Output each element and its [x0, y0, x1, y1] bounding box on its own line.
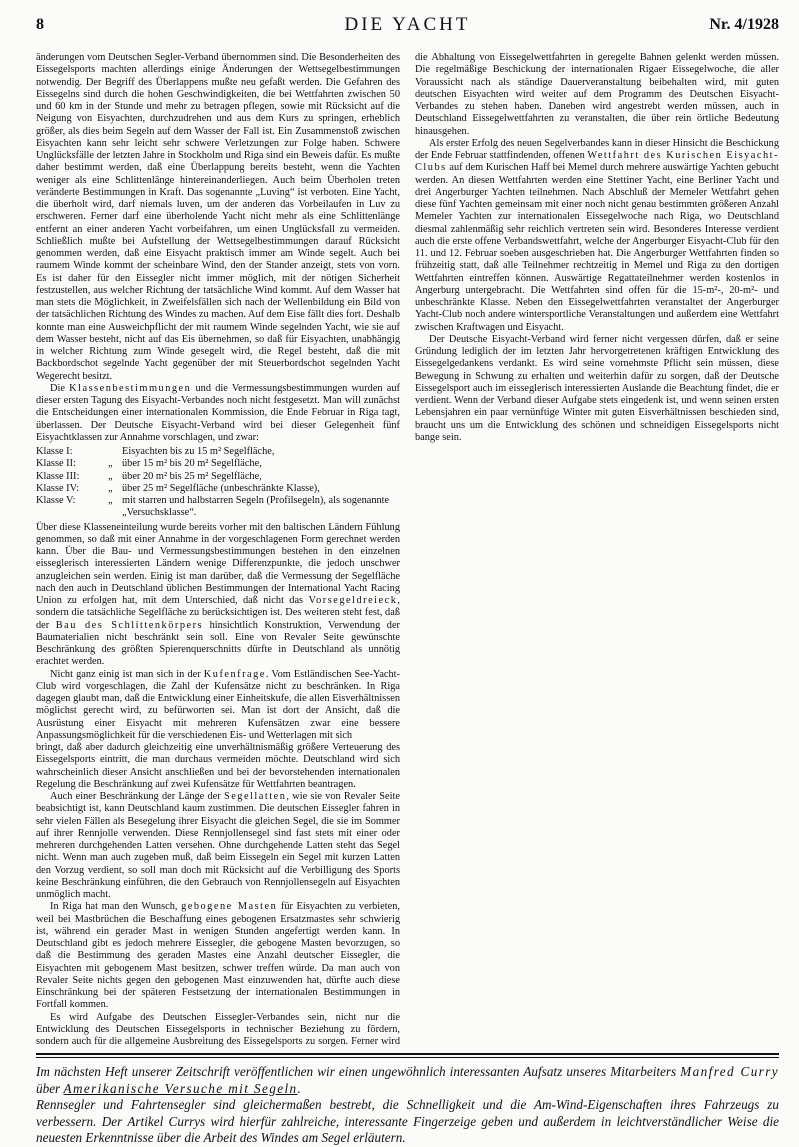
article-body: [36, 52, 779, 1052]
class-label: Klasse I:: [36, 446, 73, 457]
class-label: Klasse V:: [36, 495, 76, 506]
author-name: Manfred Curry: [680, 1064, 780, 1079]
issue-number: Nr. 4/1928: [709, 16, 779, 33]
paragraph: [415, 138, 779, 334]
journal-title: DIE YACHT: [344, 14, 471, 35]
spaced-term: Segellatten: [223, 791, 287, 802]
text-run: hinsichtlich Konstruktion, Verwendung der Baumaterialien nicht beschränkt sein soll. Eine von Revaler Seite gewünschte Beschränkung des größten Spierenquerschnitts dürfte in Deutschland als unnötig erachtet werden.: [36, 619, 400, 668]
text-run: Über diese Klasseneinteilung wurde bereits vorher mit den baltischen Ländern Fühlung genommen, so daß mit einer Annahme in der vorgeschlagenen Form gerechnet werden kann. Über die Bau- und Vermessungsbestimmungen bestehen in den einzelnen eisseglerisch interessierten Ländern wenige Differenzpunkte, die jedoch unschwer anzugleichen sein werden. Einig ist man darüber, daß die Vermessung der Segelfläche nach den auch in Deutschland üblichen Bestimmungen der International Yacht Racing Union zu erfolgen hat, mit dem Unterschied, daß nicht das: [36, 521, 400, 606]
text-run: .: [297, 1080, 301, 1096]
class-label: Klasse IV:: [36, 482, 80, 494]
class-label: Klasse III:: [36, 470, 80, 482]
class-row: [36, 458, 400, 470]
text-run: Im nächsten Heft unserer Zeitschrift veröffentlichen wir einen ungewöhnlich interessanten Aufsatz unseres Mitarbeiters: [36, 1064, 681, 1079]
page-header: [36, 14, 779, 38]
paragraph: bringt, daß aber dadurch gleichzeitig eine unverhältnismäßig größere Verteuerung des Eissegelsports eintritt, die man durchaus vermeiden möchte. Deutschland wird sich wahrscheinlich dieser Ansicht anschließen und bei der bevorstehenden internationalen Regelung die Beschränkung auf zwei Kufensätze für Wettfahrten beantragen.: [36, 742, 400, 790]
text-run: und die Vermessungsbestimmungen wurden auf dieser ersten Tagung des Eisyacht-Verbandes noch nicht festgesetzt. Man will zunächst die Entscheidungen einer internationalen Kommission, die Ende Februar in Riga tagt, überlassen. Der Deutsche Eisyacht-Verband wird bei dieser Gelegenheit fünf Eisyachtklassen zur Annahme vorschlagen, und zwar:: [36, 382, 400, 443]
text-run: über: [36, 1080, 64, 1096]
notice-paragraph: Rennsegler und Fahrtensegler sind gleichermaßen bestrebt, die Schnelligkeit und die Am-Wind-Eigenschaften ihres Fahrzeugs zu verbessern. Der Artikel Currys wird hierfür zahlreiche, interessante Fingerzeige geben und außerdem in leichtverständlicher Weise die neuesten Erkenntnisse über die Arbeit des Windes am Segel erläutern.: [36, 1097, 779, 1145]
class-label: Klasse II:: [36, 458, 76, 470]
spaced-term: Wettfahrt des Kurischen Eisyacht-Clubs: [415, 150, 779, 174]
text-run: Als erster Erfolg des neuen Segelverbandes kann in dieser Hinsicht die Beschickung der Ende Februar stattfindenden, offenen: [415, 137, 779, 161]
paragraph: Es wird Aufgabe des Deutschen Eissegler-Verbandes sein, nicht nur die Entwicklung des Deutschen Eissegelsports in technischer Beziehung zu fördern, sondern auch für die allgemeine Ausbreitung des Eissegelsports zu sorgen. Ferner wird die Abhaltung von Eissegelwettfahrten in geregelte Bahnen gelenkt werden müssen. Die regelmäßige Beschickung der internationalen Rigaer Eissegelwoche, die aller Voraussicht nach als ständige Dauerveranstaltung beibehalten wird, mit guten deutschen Eisyachten wird weiter auf dem Programm des Deutschen Eisyacht-Verbandes zu stehen haben. Daneben wird angestrebt werden müssen, auch in Deutschland Eissegelwettfahrten zu veranstalten, die über rein örtliche Bedeutung hinausgehen.: [36, 52, 779, 1047]
paragraph: [36, 791, 400, 901]
ditto-mark: „: [108, 495, 113, 506]
class-description: über 25 m² Segelfläche (unbeschränkte Klasse),: [122, 482, 320, 494]
class-row: [36, 446, 400, 458]
spaced-term: Kufenfrage: [203, 668, 266, 680]
class-description: über 15 m² bis 20 m² Segelfläche,: [122, 458, 262, 470]
double-rule: [36, 1053, 779, 1058]
paragraph: [36, 669, 400, 743]
ditto-mark: „: [108, 470, 113, 482]
class-list: [36, 446, 400, 520]
article-topic: Amerikanische Versuche mit Segeln: [63, 1080, 298, 1096]
text-run: Nicht ganz einig ist man sich in der: [50, 668, 204, 680]
class-row: [36, 495, 400, 520]
paragraph: Der Deutsche Eisyacht-Verband wird ferner nicht vergessen dürfen, daß er seine Gründung lediglich der im letzten Jahr hervorgetretenen kräftigen Entwicklung des Eissegelgedankens verdankt. Es wird seine vornehmste Pflicht sein müssen, diese Bewegung in Schwung zu erhalten und weiterhin dafür zu sorgen, daß der Deutsche Eissegelsport auch im eisseglerisch interessierten Auslande die Beachtung findet, die er verdient. Wenn der Verband dieser Aufgabe stets eingedenk ist, und wenn seinen ersten Lebensjahren ein paar vernünftige Winter mit guten Eisverhältnissen beschieden sind, braucht uns um die Entwicklung des schönen und schneidigen Eissegelsports nicht bange sein.: [415, 333, 779, 443]
text-run: für Eisyachten zu verbieten, weil bei Mastbrüchen die Beschaffung eines gebogenen Ersatzmastes sehr schwierig ist, während ein gerader Mast in wenigen Stunden angefertigt werden kann. In Deutschland gibt es jedoch mehrere Eissegler, die gebogene Masten bevorzugen, so daß die Bestimmung des geraden Mastes eine Anzahl deutscher Eissegler, die Eisyachten mit gebogenem Mast besitzen, schwer treffen würde. Da man auch von Revaler Seite nichts gegen den gebogenen Mast einzuwenden hat, dürfte auch diese Einschränkung bei der späteren Festsetzung der internationalen Bestimmungen in Fortfall kommen.: [36, 901, 400, 1011]
paragraph: änderungen vom Deutschen Segler-Verband übernommen sind. Die Besonderheiten des Eissegelsports machten allerdings einige Änderungen der Wettsegelbestimmungen notwendig. Der Begriff des Überlappens mußte neu gefaßt werden. Die Gefahren des Eissegelns sind durch die hohen Geschwindigkeiten, die bei Wettfahrten zwischen 50 und 60 km in der Stunde und mehr zu betragen pflegen, sowie mit Rücksicht auf die Neigung von Eisyachten, durchzudrehen und aus dem Kurs zu springen, erheblich größer, als dies beim Segeln auf dem Wasser der Fall ist. Ein Zusammenstoß zwischen Eisyachten kann sehr leicht sehr schwere Verletzungen zur Folge haben. Schwere Unglücksfälle der letzten Jahre in Stockholm und Riga sind ein Beweis dafür. Es mußte daher bestimmt werden, daß eine Überlappung bereits besteht, wenn die Yachten weniger als eine Schlittenlänge hintereinanderliegen. Auch beim Überholen treten veränderte Bestimmungen in Kraft. Das sogenannte „Luving“ ist verboten. Eine Yacht, die überholt wird, darf niemals luven, um der anderen das Vorbeilaufen in Luv zu erschweren. Ferner darf eine überholende Yacht nicht mehr als eine Schlittenlänge entfernt an einer anderen Yacht vorbeifahren, um einen Unglücksfall zu vermeiden. Schließlich mußte bei Aufstellung der Wettsegelbestimmungen darauf Rücksicht genommen werden, daß eine Eisyacht praktisch immer am Winde segelt. Auch bei raumem Winde kommt der scheinbare Wind, den der Stander anzeigt, stets von vorn. Es ist daher für den Eissegler nicht immer möglich, mit der nötigen Sicherheit festzustellen, aus welcher Richtung der tatsächliche Wind kommt. Auf dem Wasser hat man stets die Möglichkeit, in Zweifelsfällen sich nach der Wellenbildung ein Bild von der tatsächlichen Richtung des Windes zu machen. Auf dem Eise fällt dies fort. Deshalb konnte man eine Ausweichpflicht der mit raumem Winde segelnden Yacht, wie sie auf dem Wasser besteht, nicht auf das Eis übernehmen, so daß für Eisyachten, unabhängig in welcher Richtung zum Winde gesegelt wird, die Regel besteht, daß die mit Backbordschot segelnde Yacht gegenüber der mit Steuerbordschot segelnden Yacht Wegerecht besitzt.: [36, 52, 400, 382]
class-description: mit starren und halbstarren Segeln (Profilsegeln), als sogenannte „Versuchsklasse“.: [122, 495, 390, 519]
section-divider: [36, 1053, 779, 1058]
class-row: [36, 483, 400, 495]
next-issue-notice: [36, 1064, 779, 1147]
text-run: Auch einer Beschränkung der Länge der: [50, 791, 224, 802]
text-run: In Riga hat man den Wunsch,: [50, 901, 182, 913]
text-run: . Vom Estländischen See-Yacht-Club wird vorgeschlagen, die Zahl der Kufensätze nicht zu beschränken. In Riga dagegen glaubt man, daß die Entwicklung einer Einheitskufe, die allen Eisverhältnissen möglichst gerecht wird, zu befürworten sei. Man ist dort der Ansicht, daß die Ausrüstung einer Eisyacht mit mehreren Kufensätzen zwar eine bessere Anpassungsmöglichkeit für die verschiedenen Eis- und Wetterlagen mit sich: [36, 668, 400, 741]
page-number: 8: [36, 16, 44, 33]
notice-paragraph: [36, 1064, 779, 1097]
ditto-mark: [90, 446, 122, 458]
paragraph: [36, 522, 400, 669]
spaced-term: Klassenbestimmungen: [69, 382, 192, 394]
text-run: auf dem Kurischen Haff bei Memel durch mehrere auswärtige Yachten gebucht werden. An diesen Wettfahrten werden eine Stettiner Yacht, eine Berliner Yacht und drei Angerburger Yachten teilnehmen. Nach Abschluß der Memeler Wettfahrt gehen diese fünf Yachten gemeinsam mit einer noch nicht genau bestimmten größeren Anzahl Memeler Yachten zur internationalen Eissegelwoche nach Riga, wo Deutschland diesmal zahlenmäßig sehr reichlich vertreten sein wird. Besonderes Interesse verdient auch die erste offene Verbandswettfahrt, welche der Angerburger Eisyacht-Club für den 11. und 12. Februar soeben ausgeschrieben hat. Die Angerburger Wettfahrten finden so frühzeitig statt, daß alle Teilnehmer rechtzeitig in Memel und Riga zu den dortigen Wettfahrten eintreffen können. Auswärtige Regattateilnehmer werden kostenlos in Angerburg untergebracht. Die Wettfahrten sind offen für die 15-m²-, 20-m²- und unbeschränkte Klasse. Neben den Eissegelwettfahrten veranstaltet der Angerburger Yacht-Club noch andere wintersportliche Veranstaltungen und außerdem eine Wettfahrt zwischen Kraftwagen und Eisyacht.: [415, 162, 779, 333]
ditto-mark: „: [108, 482, 113, 494]
paragraph: [36, 901, 400, 1011]
paragraph: [36, 383, 400, 444]
spaced-term: Vorsegeldreieck: [308, 595, 398, 606]
ditto-mark: „: [108, 458, 113, 470]
text-run: , sondern die tatsächliche Segelfläche zu berücksichtigen ist. Des weiteren steht fest, daß der: [36, 595, 400, 631]
text-run: , wie sie von Revaler Seite beabsichtigt ist, kann Deutschland kaum zustimmen. Die deutschen Eissegler fahren in sehr vielen Fällen als Besegelung ihrer Eisyacht die gleichen Segel, die sie im Sommer auf ihrer Rennjolle verwenden. Diese Rennjollensegel sind fast stets mit einer oder mehreren durchgehenden Latten versehen. Ohne durchgehende Latten steht das Segel nicht. Wenn man auch zugeben muß, daß beim Eissegeln ein Segel mit kurzen Latten den Vorzug verdient, so soll man doch mit Rücksicht auf die Verbilligung des Sports keine Beschränkung einführen, die den Gebrauch von Rennjollensegeln auf Eisyachten unmöglich macht.: [36, 791, 400, 900]
class-description: Eisyachten bis zu 15 m² Segelfläche,: [122, 446, 275, 457]
class-description: über 20 m² bis 25 m² Segelfläche,: [122, 470, 262, 482]
class-row: [36, 471, 400, 483]
spaced-term: gebogene Masten: [181, 901, 278, 913]
spaced-term: Bau des Schlittenkörpers: [55, 619, 204, 631]
text-run: Die: [50, 382, 70, 394]
